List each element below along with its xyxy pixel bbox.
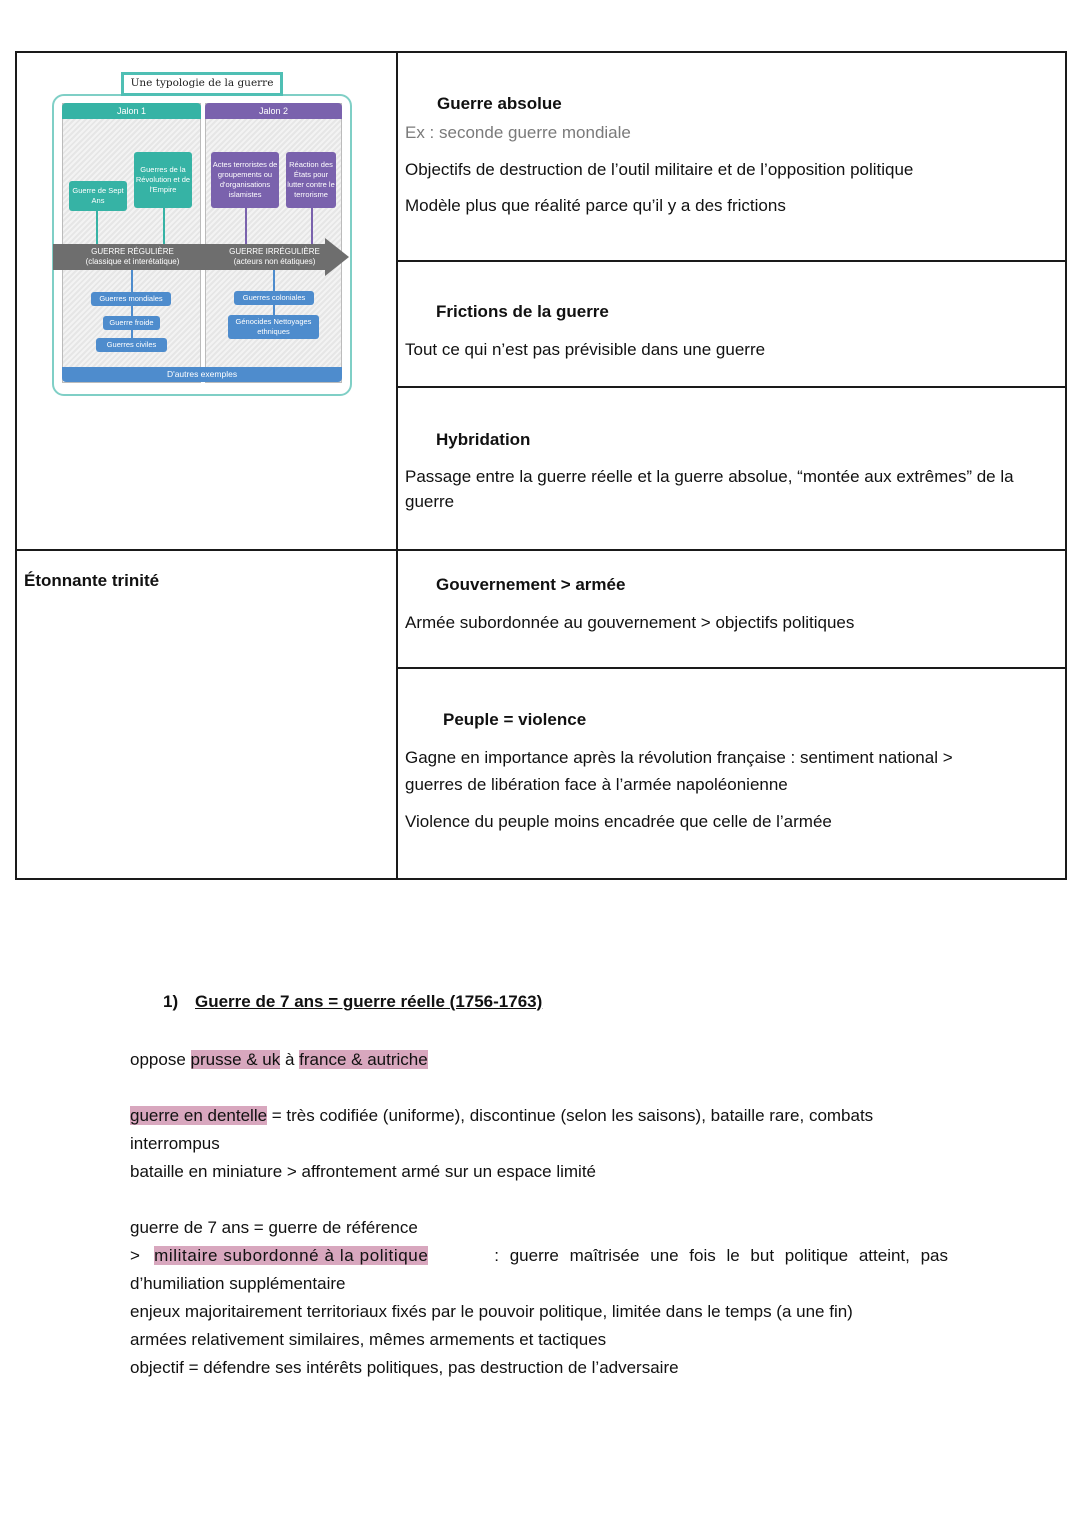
cell-line: Violence du peuple moins encadrée que celle de l’armée xyxy=(405,812,832,831)
jalon2-column xyxy=(205,103,342,383)
cell-heading: Gouvernement > armée xyxy=(436,575,626,594)
section-title: Guerre de 7 ans = guerre réelle (1756-1763) xyxy=(195,992,543,1011)
example-guerre-froide: Guerre froide xyxy=(103,316,160,330)
text: objectif = défendre ses intérêts politiques, pas destruction de l’adversaire xyxy=(130,1358,679,1377)
text: interrompus xyxy=(130,1134,220,1153)
regular-war-subtitle: (classique et interétatique) xyxy=(85,257,180,266)
connector xyxy=(96,206,98,246)
war-typology-diagram xyxy=(40,66,365,406)
text: guerre de 7 ans = guerre de référence xyxy=(130,1218,418,1237)
text: oppose xyxy=(130,1050,191,1069)
jalon1-header: Jalon 1 xyxy=(62,103,201,119)
paragraph-reference xyxy=(130,1214,948,1382)
text: : guerre maîtrisée une fois le but politique atteint, pas xyxy=(494,1246,948,1265)
irregular-war-title: GUERRE IRRÉGULIÈRE xyxy=(229,247,320,256)
cell-heading: Guerre absolue xyxy=(437,94,562,113)
text: = très codifiée (uniforme), discontinue (selon les saisons), bataille rare, combats xyxy=(267,1106,874,1125)
text: armées relativement similaires, mêmes armements et tactiques xyxy=(130,1330,607,1349)
box-guerres-revolution: Guerres de la Révolution et de l'Empire xyxy=(134,152,192,208)
connector xyxy=(131,270,133,348)
row-divider xyxy=(396,260,1065,262)
cell-line: Gagne en importance après la révolution française : sentiment national > xyxy=(405,748,953,767)
paragraph-dentelle xyxy=(130,1102,948,1186)
other-examples-bar: D'autres exemples xyxy=(62,367,342,382)
regular-war-title: GUERRE RÉGULIÈRE xyxy=(91,247,174,256)
row-divider xyxy=(17,549,1065,551)
highlight: france & autriche xyxy=(299,1050,428,1069)
cell-heading: Frictions de la guerre xyxy=(436,302,609,321)
paragraph-oppose xyxy=(130,1046,428,1074)
column-divider xyxy=(396,53,398,878)
connector xyxy=(311,206,313,246)
example-genocides: Génocides Nettoyages ethniques xyxy=(228,315,319,339)
section-heading xyxy=(163,992,542,1012)
box-reaction-etats: Réaction des États pour lutter contre le terrorisme xyxy=(286,152,336,208)
arrow-glyph: > xyxy=(130,1246,140,1265)
cell-line: guerres de libération face à l’armée napoléonienne xyxy=(405,775,788,794)
highlight: militaire subordonné à la politique xyxy=(154,1246,429,1265)
row-label: Étonnante trinité xyxy=(24,571,160,590)
diagram-title: Une typologie de la guerre xyxy=(121,72,283,96)
text: d’humiliation supplémentaire xyxy=(130,1274,346,1293)
cell-heading: Peuple = violence xyxy=(443,710,587,729)
cell-line: Passage entre la guerre réelle et la guerre absolue, “montée aux extrêmes” de la xyxy=(405,467,1014,486)
example-guerres-mondiales: Guerres mondiales xyxy=(91,292,171,306)
irregular-war-label xyxy=(212,247,337,267)
cell-line: Objectifs de destruction de l’outil militaire et de l’opposition politique xyxy=(405,160,914,179)
highlight: prusse & uk xyxy=(190,1050,281,1069)
example-guerres-coloniales: Guerres coloniales xyxy=(234,291,314,305)
cell-line: Modèle plus que réalité parce qu’il y a des frictions xyxy=(405,196,786,215)
cell-heading: Hybridation xyxy=(436,430,531,449)
row-divider xyxy=(396,667,1065,669)
section-number: 1) xyxy=(163,992,179,1011)
text: bataille en miniature > affrontement armé sur un espace limité xyxy=(130,1162,597,1181)
box-guerre-sept-ans: Guerre de Sept Ans xyxy=(69,181,127,211)
irregular-war-subtitle: (acteurs non étatiques) xyxy=(233,257,316,266)
cell-line: guerre xyxy=(405,492,455,511)
text: enjeux majoritairement territoriaux fixés par le pouvoir politique, limitée dans le temps (a une fin) xyxy=(130,1302,853,1321)
regular-war-label xyxy=(70,247,195,267)
cell-line: Armée subordonnée au gouvernement > objectifs politiques xyxy=(405,613,855,632)
example-guerres-civiles: Guerres civiles xyxy=(96,338,167,352)
highlight: guerre en dentelle xyxy=(130,1106,268,1125)
row-divider xyxy=(396,386,1065,388)
jalon2-header: Jalon 2 xyxy=(205,103,342,119)
text: à xyxy=(280,1050,300,1069)
connector xyxy=(245,206,247,246)
box-actes-terroristes: Actes terroristes de groupements ou d'organisations islamistes xyxy=(211,152,279,208)
cell-example: Ex : seconde guerre mondiale xyxy=(405,123,631,142)
cell-line: Tout ce qui n’est pas prévisible dans une guerre xyxy=(405,340,766,359)
